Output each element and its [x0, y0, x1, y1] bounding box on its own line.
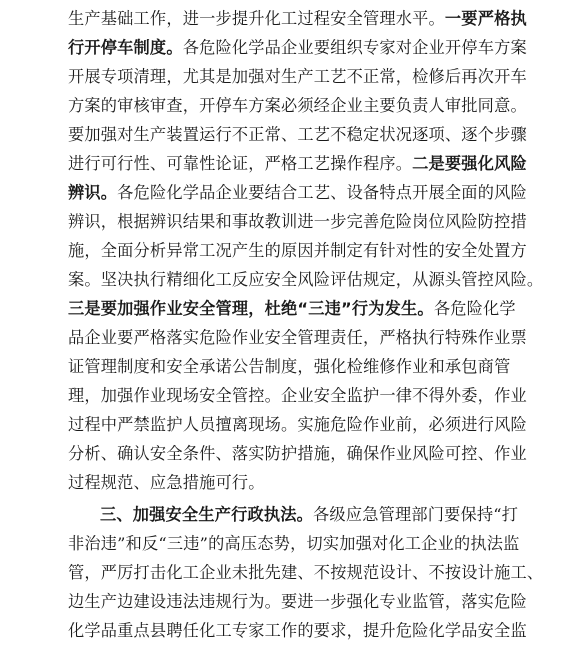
- bold-text-run: 三、加强安全生产行政执法。: [100, 505, 314, 524]
- text-run: 施，全面分析异常工况产生的原因并制定有针对性的安全处置方: [68, 241, 527, 260]
- bold-text-run: 二是要强化风险: [412, 154, 527, 173]
- text-line: [68, 91, 527, 121]
- text-line: [68, 529, 520, 559]
- text-line: [68, 33, 527, 63]
- text-line: [68, 616, 527, 646]
- text-line: [68, 149, 527, 179]
- text-run: 证管理制度和安全承诺公告制度，强化检维修作业和承包商管: [68, 357, 511, 376]
- text-run: 过程规范、应急措施可行。: [68, 473, 265, 492]
- bold-text-run: 行开停车制度。: [68, 38, 183, 57]
- text-line: [68, 410, 527, 440]
- text-run: 辨识，根据辨识结果和事故教训进一步完善危险岗位风险防控措: [68, 212, 527, 231]
- text-line: [68, 500, 536, 530]
- text-line: [68, 587, 527, 617]
- text-run: 各危险化学: [433, 299, 516, 318]
- text-line: [68, 236, 527, 266]
- text-line: [68, 352, 511, 382]
- text-run: 各危险化学品企业要结合工艺、设备特点开展全面的风险: [117, 183, 527, 202]
- text-run: 各危险化学品企业要组织专家对企业开停车方案: [182, 38, 527, 57]
- text-run: 理，加强作业现场安全管控。企业安全监护一律不得外委，作业: [68, 386, 527, 405]
- bold-text-run: 三是要加强作业安全管理，杜绝“三违”行为发生。: [68, 299, 434, 318]
- text-line: [68, 4, 527, 34]
- text-run: 边生产边建设违法违规行为。要进一步强化专业监管，落实危险: [68, 592, 527, 611]
- text-line: [68, 558, 544, 588]
- text-run: 进行可行性、可靠性论证，严格工艺操作程序。: [68, 154, 413, 173]
- text-line: [68, 265, 544, 295]
- text-line: [68, 178, 527, 208]
- text-run: 案。坚决执行精细化工反应安全风险评估规定，从源头管控风险。: [68, 270, 544, 289]
- text-line: [68, 439, 527, 469]
- text-line: [68, 294, 516, 324]
- text-line: [68, 323, 527, 353]
- text-run: 非治违”和反“三违”的高压态势，切实加强对化工企业的执法监: [68, 534, 520, 553]
- text-run: 开展专项清理，尤其是加强对生产工艺不正常，检修后再次开车: [68, 67, 527, 86]
- text-line: [68, 207, 527, 237]
- text-run: 过程中严禁监护人员擅离现场。实施危险作业前，必须进行风险: [68, 415, 527, 434]
- text-run: 管，严厉打击化工企业未批先建、不按规范设计、不按设计施工、: [68, 563, 544, 582]
- text-line: [68, 120, 527, 150]
- text-run: 各级应急管理部门要保持“打: [313, 505, 519, 524]
- text-run: 要加强对生产装置运行不正常、工艺不稳定状况逐项、逐个步骤: [68, 125, 527, 144]
- text-run: 品企业要严格落实危险作业安全管理责任，严格执行特殊作业票: [68, 328, 527, 347]
- text-line: [68, 468, 504, 498]
- text-line: [68, 381, 527, 411]
- text-run: 化学品重点县聘任化工专家工作的要求，提升危险化学品安全监: [68, 621, 527, 640]
- text-run: 生产基础工作，进一步提升化工过程安全管理水平。: [68, 9, 445, 28]
- bold-text-run: 辨识。: [68, 183, 118, 202]
- text-run: 分析、确认安全条件、落实防护措施，确保作业风险可控、作业: [68, 444, 527, 463]
- text-run: 方案的审核审查，开停车方案必须经企业主要负责人审批同意。: [68, 96, 527, 115]
- text-line: [68, 62, 527, 92]
- bold-text-run: 一要严格执: [444, 9, 527, 28]
